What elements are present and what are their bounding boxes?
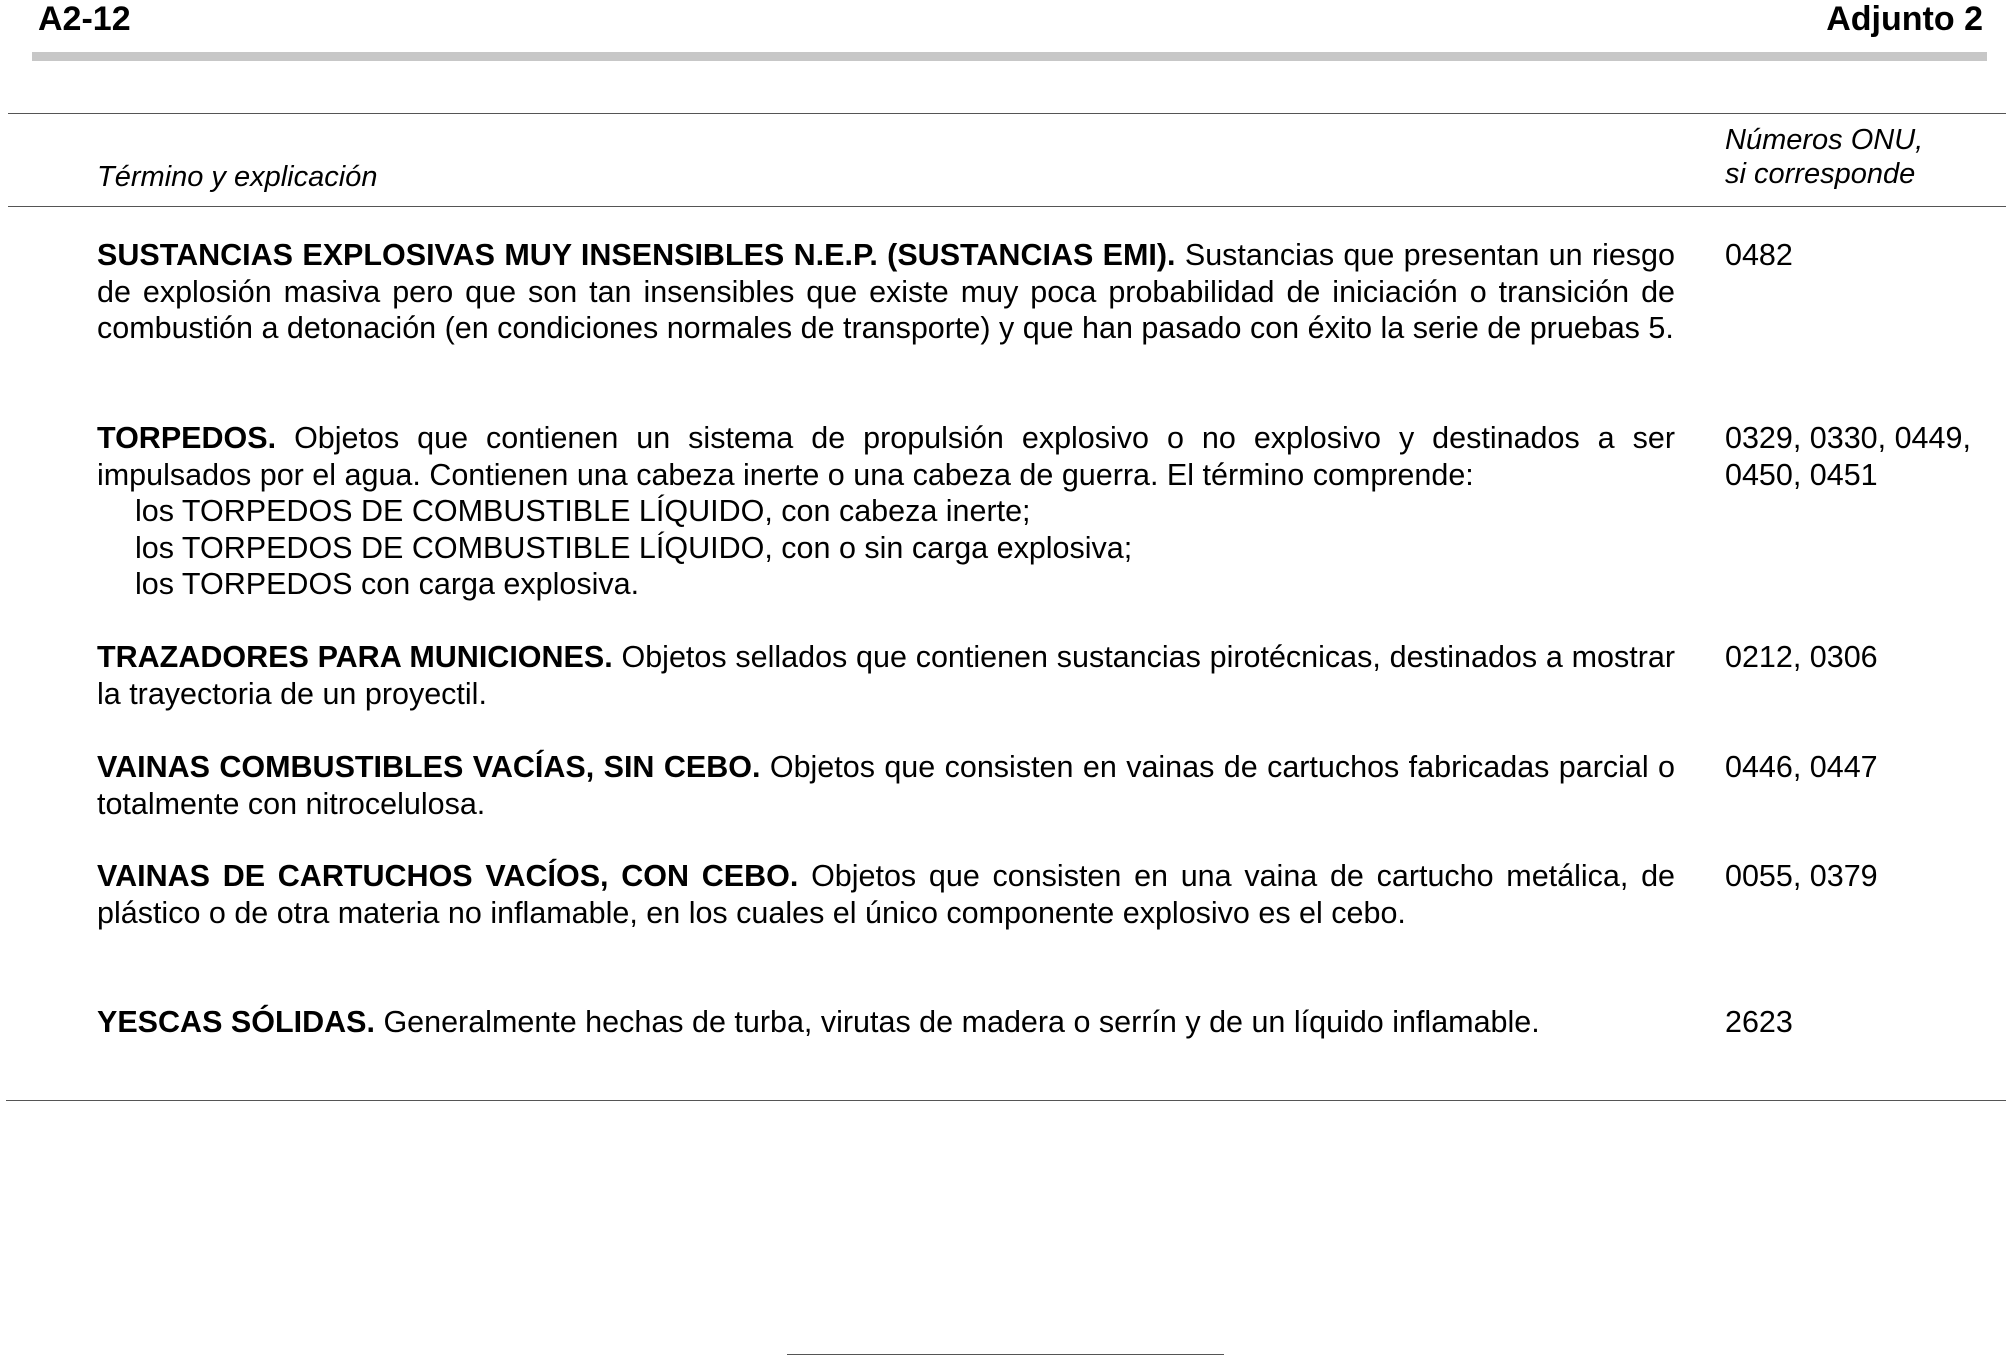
entry-text: Objetos sellados que contienen sustancias pirotécnicas, destinados a mostrar la trayectoria de un proyectil. <box>97 640 1676 711</box>
un-numbers-line: 0450, 0451 <box>1725 457 1878 492</box>
entry-description <box>97 1004 1675 1041</box>
entry-un-numbers <box>1725 420 2010 493</box>
page-number: A2-12 <box>38 0 131 38</box>
entry-text: Objetos que contienen un sistema de propulsión explosivo o no explosivo y destinados a ser impulsados por el agua. Contienen una cabeza inerte o una cabeza de guerra. El término comprende: <box>97 421 1675 492</box>
entry-term: VAINAS DE CARTUCHOS VACÍOS, CON CEBO. <box>97 859 799 893</box>
entry-text: Generalmente hechas de turba, virutas de madera o serrín y de un líquido inflamable. <box>383 1005 1540 1039</box>
un-numbers-line: 0329, 0330, 0449, <box>1725 421 1971 455</box>
column-header-un-numbers <box>1725 123 1923 191</box>
entry-un-numbers <box>1725 639 2010 676</box>
table-bottom-rule <box>6 1100 2006 1101</box>
un-numbers-line: 0446, 0447 <box>1725 750 1878 784</box>
un-numbers-line: 0482 <box>1725 238 1793 272</box>
column-header-un-line1: Números ONU, <box>1725 124 1924 156</box>
entry-text: Sustancias que presentan un riesgo de explosión masiva pero que son tan insensibles que existe muy poca probabilidad de iniciación o transición de combustión a detonación (en condiciones normales de transporte) y que han pasado con éxito la serie de pruebas 5. <box>97 238 1675 346</box>
un-numbers-line: 0212, 0306 <box>1725 640 1878 674</box>
un-numbers-line: 0055, 0379 <box>1725 859 1878 893</box>
list-item: los TORPEDOS DE COMBUSTIBLE LÍQUIDO, con cabeza inerte; <box>135 494 1031 529</box>
list-item: los TORPEDOS con carga explosiva. <box>135 567 640 602</box>
entry-description <box>97 858 1675 931</box>
annex-label: Adjunto 2 <box>1826 0 1983 38</box>
entry-un-numbers <box>1725 749 2010 786</box>
entry-term: SUSTANCIAS EXPLOSIVAS MUY INSENSIBLES N.E.P. (SUSTANCIAS EMI). <box>97 238 1176 272</box>
entry-term: VAINAS COMBUSTIBLES VACÍAS, SIN CEBO. <box>97 750 761 784</box>
entry-un-numbers <box>1725 1004 2010 1041</box>
table-row <box>97 639 1675 712</box>
entry-item-list <box>97 493 1675 603</box>
table-row <box>97 420 1675 603</box>
entry-term: TORPEDOS. <box>97 421 277 455</box>
entry-term: TRAZADORES PARA MUNICIONES. <box>97 640 613 674</box>
table-row <box>97 237 1675 347</box>
table-top-rule <box>8 113 2006 114</box>
entry-description <box>97 749 1675 822</box>
entry-term: YESCAS SÓLIDAS. <box>97 1005 375 1039</box>
entry-text: Objetos que consisten en una vaina de cartucho metálica, de plástico o de otra materia no inflamable, en los cuales el único componente explosivo es el cebo. <box>97 859 1675 930</box>
entry-description <box>97 639 1675 712</box>
table-row <box>97 749 1675 822</box>
entry-un-numbers <box>1725 237 2010 274</box>
table-header-rule <box>8 206 2006 207</box>
list-item: los TORPEDOS DE COMBUSTIBLE LÍQUIDO, con o sin carga explosiva; <box>135 530 1133 565</box>
un-numbers-line: 2623 <box>1725 1005 1793 1039</box>
column-header-term: Término y explicación <box>97 161 378 193</box>
entry-text: Objetos que consisten en vainas de cartuchos fabricadas parcial o totalmente con nitrocelulosa. <box>97 750 1676 821</box>
entry-description <box>97 420 1675 493</box>
header-rule <box>32 52 1987 61</box>
footnote-rule <box>787 1354 1224 1355</box>
column-header-un-line2: si corresponde <box>1725 158 1916 190</box>
page-header <box>0 0 2013 70</box>
table-row <box>97 1004 1675 1041</box>
table-row <box>97 858 1675 931</box>
entry-un-numbers <box>1725 858 2010 895</box>
entry-description <box>97 237 1675 347</box>
